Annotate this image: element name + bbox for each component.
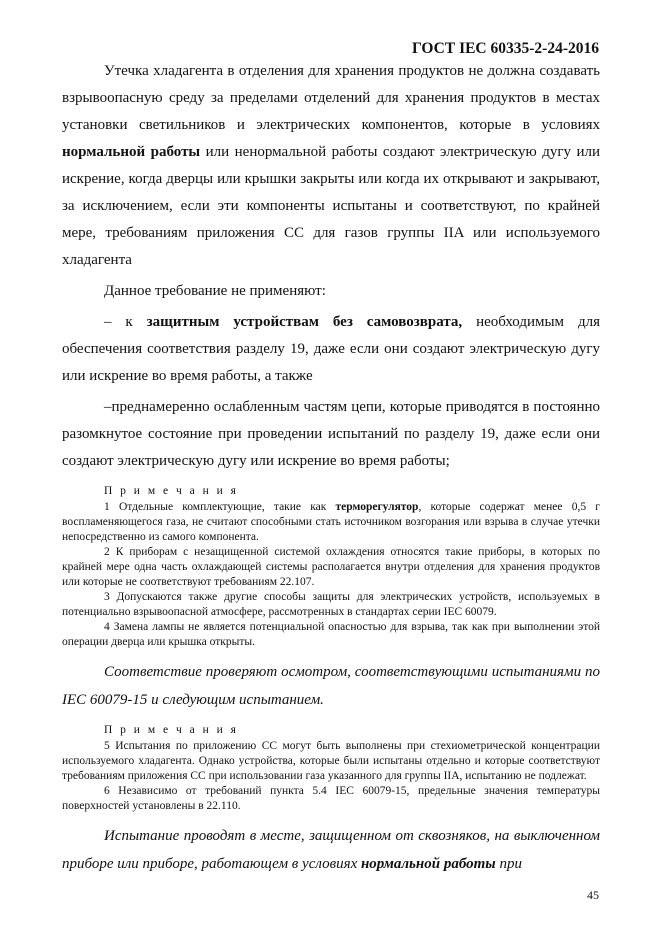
term-protective-device: защитным устройствам без самовозврата, bbox=[146, 314, 463, 330]
term-normal-operation: нормальной работы bbox=[360, 856, 496, 872]
note-6: 6 Независимо от требований пункта 5.4 IEC 60079-15, предельные значения температуры поверхностей установлены в 22.110. bbox=[62, 785, 600, 812]
text-run: при bbox=[495, 856, 522, 872]
text-run: , которые содержат менее 0,5 г воспламеняющегося газа, не считают способными стать источником возгорания или взрыва в случае утечки непосредственно из самого компонента. bbox=[62, 501, 600, 543]
text-run: Утечка хладагента в отделения для хранения продуктов не должна создавать взрывоопасную среду за пределами отделений для хранения продуктов в местах установки светильников и электрических компонентов, которые в условиях bbox=[62, 63, 600, 133]
note-5: 5 Испытания по приложению СС могут быть выполнены при стехиометрической концентрации используемого хладагента. Однако устройства, которые были испытаны отдельно и которые соответствуют требованиям приложения СС при использовании газа указанного для группы IIA, испытанию не подлежат. bbox=[62, 740, 600, 782]
notes-heading-2: П р и м е ч а н и я bbox=[104, 724, 239, 736]
term-normal-operation: нормальной работы bbox=[62, 144, 201, 160]
document-header: ГОСТ IEC 60335-2-24-2016 bbox=[411, 40, 599, 57]
text-run: Испытание проводят в месте, защищенном от сквозняков, на выключенном приборе или приборе, работающем в условиях bbox=[62, 828, 600, 872]
note-4: 4 Замена лампы не является потенциальной опасностью для взрыва, так как при выполнении этой операции дверца или крышка открыты. bbox=[62, 621, 600, 648]
page-body bbox=[62, 58, 600, 878]
text-run: необходимым для обеспечения соответствия разделу 19, даже если они создают электрическую дугу или искрение во время работы, а также bbox=[62, 314, 600, 384]
note-1 bbox=[62, 500, 600, 545]
text-run: 1 Отдельные комплектующие, такие как bbox=[104, 501, 336, 513]
note-2: 2 К приборам с незащищенной системой охлаждения относятся такие приборы, в которых по крайней мере одна часть охлаждающей системы располагается внутри отделения для хранения продуктов или которые не соответствуют требованиям 22.107. bbox=[62, 546, 600, 588]
note-3: 3 Допускаются также другие способы защиты для электрических устройств, используемых в потенциально взрывоопасной атмосфере, рассмотренных в стандартах серии IEC 60079. bbox=[62, 591, 600, 618]
test-statement bbox=[62, 822, 600, 878]
term-thermostat: терморегулятор bbox=[335, 501, 419, 513]
paragraph-weakened-parts: –преднамеренно ослабленным частям цепи, которые приводятся в постоянно разомкнутое состояние при проведении испытаний по разделу 19, даже если они создают электрическую дугу или искрение во время работы; bbox=[62, 399, 600, 469]
text-run: – к bbox=[104, 314, 147, 330]
compliance-statement: Соответствие проверяют осмотром, соответствующими испытаниями по IEC 60079-15 и следующим испытанием. bbox=[62, 664, 600, 708]
paragraph-not-applicable: Данное требование не применяют: bbox=[104, 283, 326, 299]
paragraph-leak bbox=[62, 58, 600, 274]
text-run: или ненормальной работы создают электрическую дугу или искрение, когда дверцы или крышки закрыты или когда их открывают и закрывают, за исключением, если эти компоненты испытаны и соответствуют, по крайней мере, требованиям приложения СС для газов группы IIA или используемого хладагента bbox=[62, 144, 600, 268]
notes-heading-1: П р и м е ч а н и я bbox=[104, 485, 239, 497]
paragraph-protective-devices bbox=[62, 309, 600, 390]
page-number: 45 bbox=[587, 888, 599, 902]
